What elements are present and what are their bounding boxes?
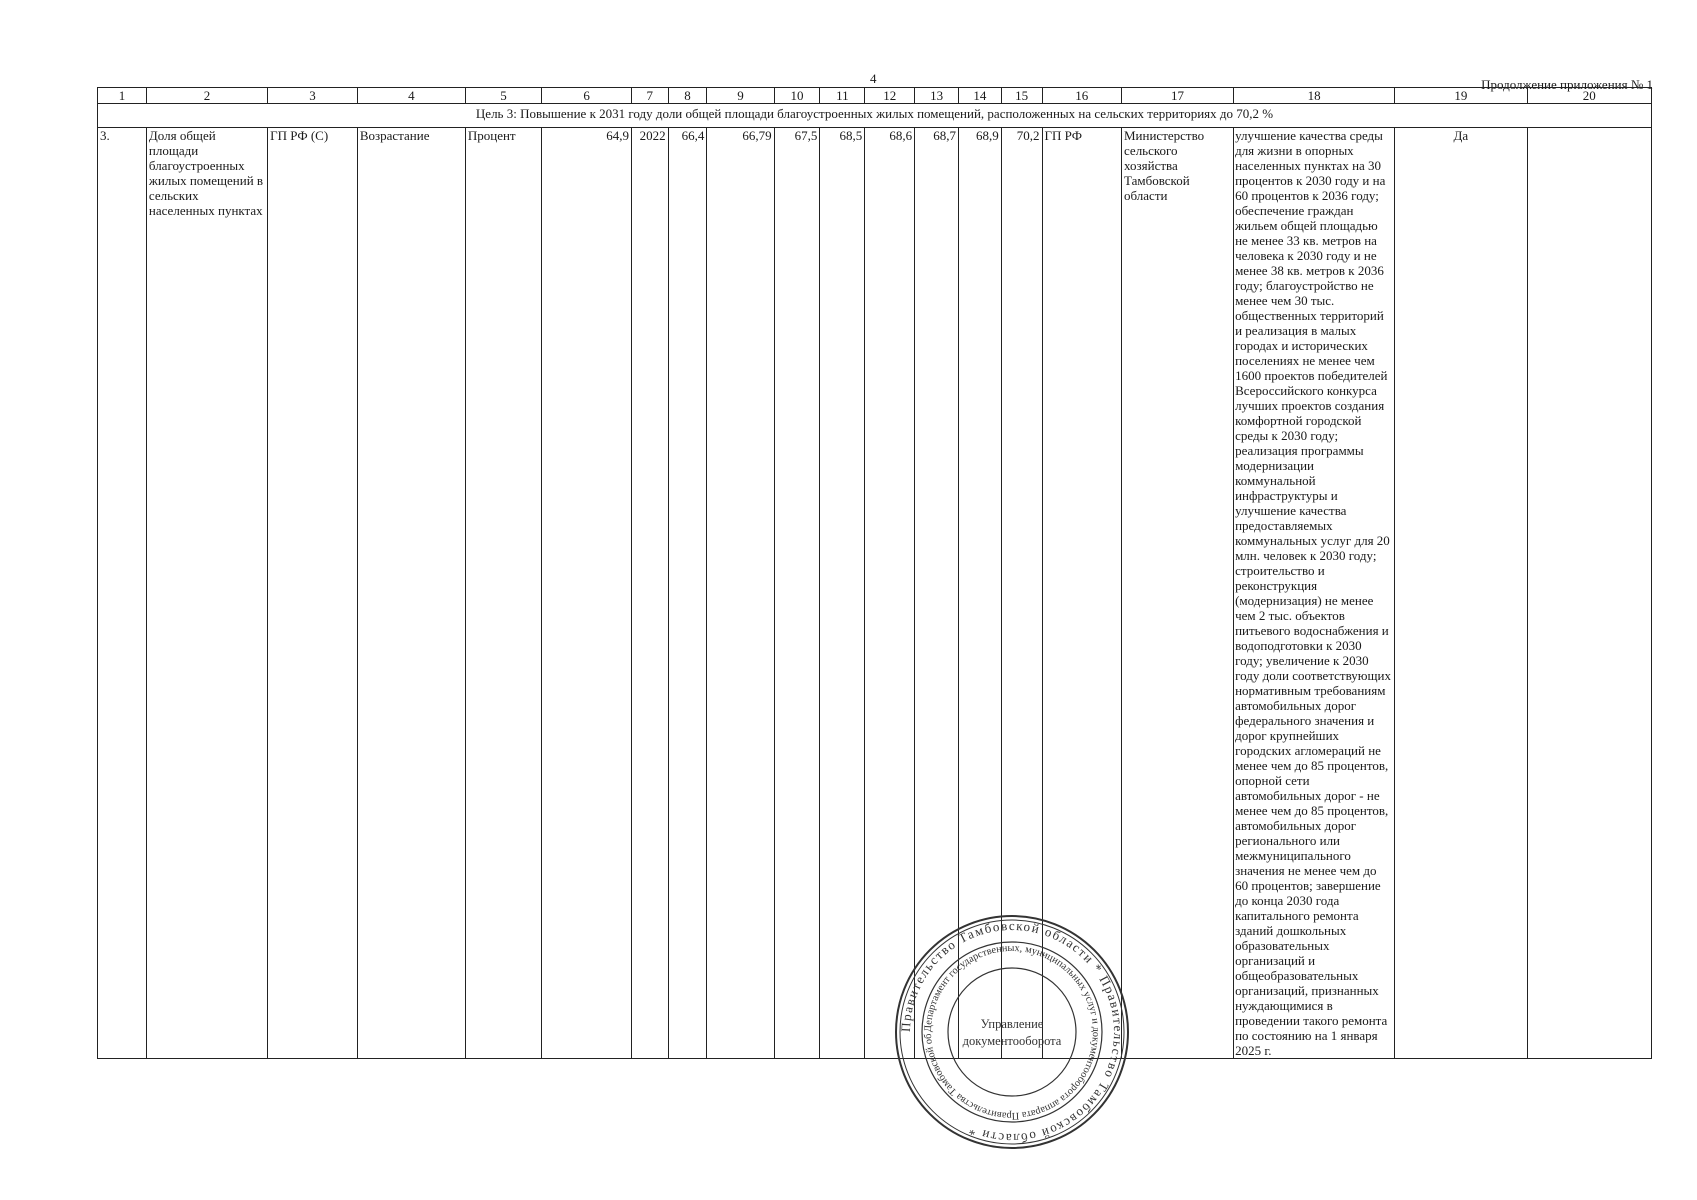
stamp-center-line2: документооборота	[962, 1034, 1062, 1048]
trend-direction: Возрастание	[357, 128, 465, 1059]
column-number: 4	[357, 88, 465, 104]
indicator-level: ГП РФ (С)	[268, 128, 358, 1059]
column-number: 8	[668, 88, 707, 104]
column-number: 13	[915, 88, 959, 104]
column-number: 3	[268, 88, 358, 104]
value-col13: 68,7	[915, 128, 959, 1059]
indicator-name: Доля общей площади благоустроенных жилых помещений в сельских населенных пунктах	[146, 128, 267, 1059]
column-number: 15	[1001, 88, 1042, 104]
column-number: 18	[1234, 88, 1395, 104]
column-number: 6	[542, 88, 632, 104]
continuation-label: Продолжение приложения № 1	[1481, 77, 1653, 92]
column-number: 19	[1395, 88, 1527, 104]
unit: Процент	[465, 128, 541, 1059]
value-col11: 68,5	[820, 128, 865, 1059]
column-number: 7	[631, 88, 668, 104]
responsible-body: Министерство сельского хозяйства Тамбовской области	[1122, 128, 1234, 1059]
column-number-row	[98, 88, 1652, 104]
column-number: 11	[820, 88, 865, 104]
column-number: 5	[465, 88, 541, 104]
value-col12: 68,6	[865, 128, 915, 1059]
stamp-middle-text: Департамент государственных, муниципальных услуг и документооборота аппарата Правительства Тамбовской об	[922, 942, 1102, 1122]
column-number: 12	[865, 88, 915, 104]
value-col8: 66,4	[668, 128, 707, 1059]
row-number: 3.	[98, 128, 147, 1059]
column-number: 2	[146, 88, 267, 104]
value-col9: 66,79	[707, 128, 774, 1059]
goal-heading: Цель 3: Повышение к 2031 году доли общей площади благоустроенных жилых помещений, расположенных на сельских территориях до 70,2 %	[98, 104, 1652, 128]
column-number: 10	[774, 88, 820, 104]
column-number: 1	[98, 88, 147, 104]
official-stamp	[893, 913, 1131, 1151]
column-number: 20	[1527, 88, 1651, 104]
column-number: 14	[958, 88, 1001, 104]
table-row	[98, 128, 1652, 1059]
goal-row	[98, 104, 1652, 128]
column-number: 16	[1042, 88, 1121, 104]
national-goal-link: улучшение качества среды для жизни в опорных населенных пунктах на 30 процентов к 2030 году и на 60 процентов к 2036 году; обеспечение граждан жильем общей площадью не менее 33 кв. метров на человека к 2030 году и не менее 38 кв. метров к 2036 году; благоустройство не менее чем 30 тыс. общественных территорий и реализация в малых городах и исторических поселениях не менее чем 1600 проектов победителей Всероссийского конкурса лучших проектов создания комфортной городской среды к 2030 году; реализация программы модернизации коммунальной инфраструктуры и улучшение качества предоставляемых коммунальных услуг для 20 млн. человек к 2030 году; строительство и реконструкция (модернизация) не менее чем 2 тыс. объектов питьевого водоснабжения и водоподготовки к 2030 году; увеличение к 2030 году доли соответствующих нормативным требованиям автомобильных дорог федерального значения и дорог крупнейших городских агломераций не менее чем до 85 процентов, опорной сети автомобильных дорог - не менее чем до 85 процентов, автомобильных дорог регионального или межмуниципального значения не менее чем до 60 процентов; завершение до конца 2030 года капитального ремонта зданий дошкольных образовательных организаций и общеобразовательных организаций, признанных нуждающимися в проведении такого ремонта по состоянию на 1 января 2025 г.	[1234, 128, 1395, 1059]
value-col15: 70,2	[1001, 128, 1042, 1059]
base-value: 64,9	[542, 128, 632, 1059]
stamp-outer-text: Правительство Тамбовской области * Правительство Тамбовской области *	[897, 917, 1127, 1147]
document-source: ГП РФ	[1042, 128, 1121, 1059]
stamp-center-line1: Управление	[980, 1017, 1044, 1031]
value-col10: 67,5	[774, 128, 820, 1059]
base-year: 2022	[631, 128, 668, 1059]
page-number: 4	[870, 71, 877, 86]
flag-col19: Да	[1395, 128, 1527, 1059]
value-col14: 68,9	[958, 128, 1001, 1059]
column-number: 9	[707, 88, 774, 104]
column-number: 17	[1122, 88, 1234, 104]
empty-col20	[1527, 128, 1651, 1059]
indicator-table	[97, 87, 1652, 1059]
